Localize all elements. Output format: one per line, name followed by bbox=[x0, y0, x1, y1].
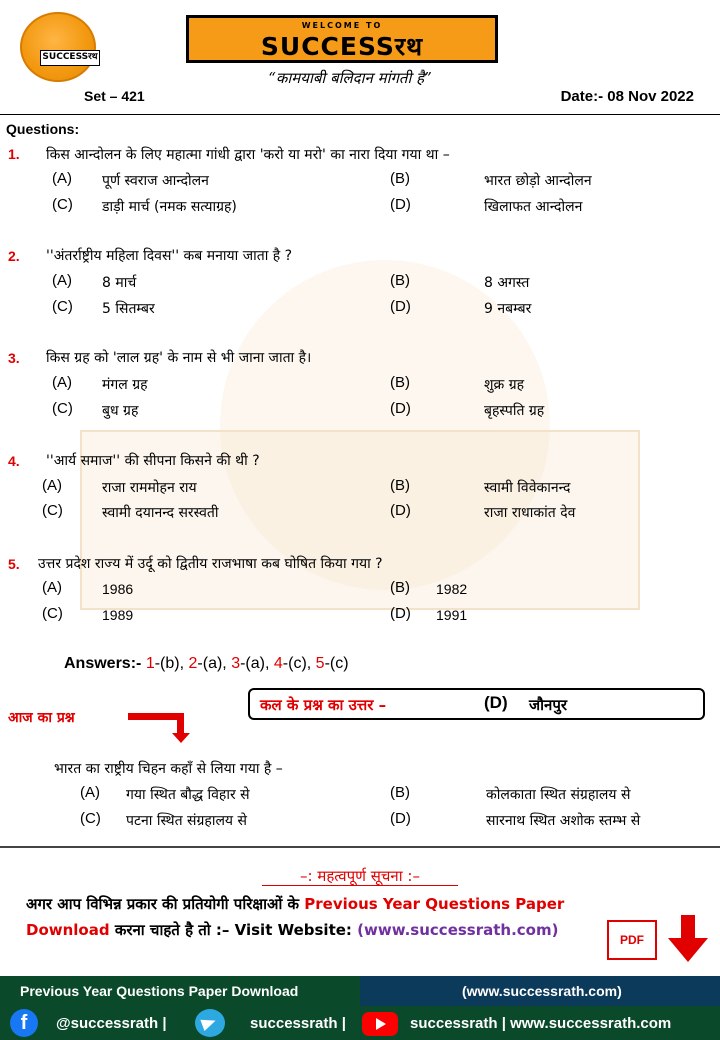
questions-heading: Questions: bbox=[6, 121, 80, 137]
option-text: राजा राधाकांत देव bbox=[484, 505, 576, 521]
question-text: किस ग्रह को 'लाल ग्रह' के नाम से भी जाना जाता है। bbox=[46, 350, 312, 366]
option-text: 8 मार्च bbox=[102, 275, 137, 291]
previous-answer-box bbox=[248, 688, 705, 720]
option-label: (A) bbox=[42, 579, 62, 596]
banner-welcome: WELCOME TO bbox=[301, 21, 383, 30]
option-label: (C) bbox=[52, 400, 73, 417]
answer-number: 5 bbox=[315, 655, 325, 672]
option-text: राजा राममोहन राय bbox=[102, 480, 197, 496]
option-text: पूर्ण स्वराज आन्दोलन bbox=[102, 173, 209, 189]
option-text: सारनाथ स्थित अशोक स्तम्भ से bbox=[486, 813, 641, 829]
footer-bar-top bbox=[0, 976, 720, 1006]
question-number: 4. bbox=[8, 453, 20, 469]
notice-highlight: Previous Year Questions Paper bbox=[304, 895, 565, 913]
option-label: (B) bbox=[390, 272, 410, 289]
arrow-right-down-icon bbox=[128, 713, 184, 720]
option-label: (B) bbox=[390, 170, 410, 187]
option-text: डाड़ी मार्च (नमक सत्याग्रह) bbox=[102, 199, 237, 215]
option-label: (C) bbox=[42, 502, 63, 519]
option-text: भारत छोड़ो आन्दोलन bbox=[484, 173, 592, 189]
download-arrow-icon bbox=[681, 915, 695, 939]
question-number: 2. bbox=[8, 248, 20, 264]
option-label: (A) bbox=[52, 170, 72, 187]
pdf-download-icon[interactable]: PDF bbox=[607, 920, 657, 960]
option-label: (C) bbox=[80, 810, 101, 827]
option-text: शुक्र ग्रह bbox=[484, 377, 525, 393]
option-text: स्वामी विवेकानन्द bbox=[484, 480, 571, 496]
notice-highlight: Download bbox=[26, 921, 110, 939]
answer-number: 3 bbox=[231, 655, 241, 672]
telegram-icon[interactable] bbox=[195, 1009, 225, 1037]
question-text: उत्तर प्रदेश राज्य में उर्दू को द्वितीय राजभाषा कब घोषित किया गया ? bbox=[38, 556, 383, 572]
notice-underline bbox=[262, 885, 458, 886]
notice-text: करना चाहते है तो :– Visit Website: bbox=[109, 921, 358, 939]
option-label: (D) bbox=[390, 502, 411, 519]
option-label: (B) bbox=[390, 784, 410, 801]
set-number: Set – 421 bbox=[84, 88, 145, 104]
arrow-down-stem bbox=[177, 713, 184, 735]
todays-question-label: आज का प्रश्न bbox=[8, 710, 75, 726]
option-text: 5 सितम्बर bbox=[102, 301, 155, 317]
download-arrow-head-icon bbox=[668, 938, 708, 962]
question-text: किस आन्दोलन के लिए महात्मा गांधी द्वारा 'करो या मरो' का नारा दिया गया था – bbox=[46, 147, 450, 163]
footer-download-text[interactable]: Previous Year Questions Paper Download bbox=[20, 983, 299, 999]
option-text: 1982 bbox=[436, 581, 468, 597]
footer-website[interactable]: (www.successrath.com) bbox=[462, 983, 622, 999]
option-label: (A) bbox=[42, 477, 62, 494]
option-label: (C) bbox=[52, 298, 73, 315]
option-text: 1986 bbox=[102, 581, 134, 597]
option-label: (D) bbox=[390, 400, 411, 417]
facebook-icon[interactable]: f bbox=[10, 1009, 38, 1037]
option-text: 9 नबम्बर bbox=[484, 301, 532, 317]
question-number: 1. bbox=[8, 146, 20, 162]
facebook-handle[interactable]: @successrath | bbox=[56, 1015, 167, 1032]
question-number: 5. bbox=[8, 556, 20, 572]
option-text: बृहस्पति ग्रह bbox=[484, 403, 545, 419]
option-text: 1991 bbox=[436, 607, 468, 623]
option-text: गया स्थित बौद्ध विहार से bbox=[126, 787, 250, 803]
option-label: (D) bbox=[390, 196, 411, 213]
question-text: भारत का राष्ट्रीय चिहन कहाँ से लिया गया है – bbox=[54, 761, 283, 777]
answers-label: Answers:- bbox=[64, 655, 142, 672]
youtube-icon[interactable] bbox=[362, 1012, 398, 1036]
question-text: ''आर्य समाज'' की सीपना किसने की थी ? bbox=[46, 453, 260, 469]
section-divider bbox=[0, 846, 720, 848]
option-label: (C) bbox=[42, 605, 63, 622]
option-label: (C) bbox=[52, 196, 73, 213]
brand-banner bbox=[186, 15, 498, 63]
option-label: (D) bbox=[390, 810, 411, 827]
notice-line-2 bbox=[26, 920, 558, 940]
answer-value: -(c) bbox=[324, 655, 349, 672]
option-label: (B) bbox=[390, 374, 410, 391]
answer-number: 4 bbox=[273, 655, 283, 672]
notice-text: अगर आप विभिन्न प्रकार की प्रतियोगी परिक्षाओं के bbox=[26, 895, 305, 913]
youtube-handle[interactable]: successrath | www.successrath.com bbox=[410, 1015, 672, 1032]
option-text: 8 अगस्त bbox=[484, 275, 530, 291]
header-divider bbox=[0, 114, 720, 115]
previous-answer-option: (D) bbox=[484, 693, 508, 712]
answer-number: 1 bbox=[145, 655, 155, 672]
option-text: खिलाफत आन्दोलन bbox=[484, 199, 583, 215]
answer-value: -(a), bbox=[240, 655, 270, 672]
brand-logo-text: SUCCESSरथ bbox=[40, 50, 100, 66]
option-text: 1989 bbox=[102, 607, 134, 623]
website-link[interactable]: (www.successrath.com) bbox=[357, 921, 559, 939]
previous-answer-text: जौनपुर bbox=[529, 696, 567, 714]
footer-bar-social bbox=[0, 1006, 720, 1040]
option-text: पटना स्थित संग्रहालय से bbox=[126, 813, 247, 829]
option-label: (B) bbox=[390, 579, 410, 596]
banner-title: SUCCESSरथ bbox=[260, 32, 424, 61]
option-label: (D) bbox=[390, 298, 411, 315]
date: Date:- 08 Nov 2022 bbox=[560, 88, 694, 105]
answer-value: -(c), bbox=[282, 655, 312, 672]
answer-value: -(a), bbox=[197, 655, 227, 672]
arrow-head-icon bbox=[172, 733, 190, 743]
previous-answer-label: कल के प्रश्न का उत्तर – bbox=[260, 696, 387, 714]
option-text: बुध ग्रह bbox=[102, 403, 139, 419]
option-label: (D) bbox=[390, 605, 411, 622]
question-text: ''अंतर्राष्ट्रीय महिला दिवस'' कब मनाया जाता है ? bbox=[46, 248, 293, 264]
option-label: (A) bbox=[52, 272, 72, 289]
answer-number: 2 bbox=[188, 655, 198, 672]
answer-value: -(b), bbox=[154, 655, 185, 672]
option-label: (A) bbox=[52, 374, 72, 391]
slogan: “कामयाबी बलिदान मांगती है” bbox=[268, 69, 432, 87]
option-text: मंगल ग्रह bbox=[102, 377, 148, 393]
option-text: स्वामी दयानन्द सरस्वती bbox=[102, 505, 219, 521]
option-label: (A) bbox=[80, 784, 100, 801]
brand-logo bbox=[20, 12, 96, 82]
option-text: कोलकाता स्थित संग्रहालय से bbox=[486, 787, 631, 803]
notice-line-1 bbox=[26, 894, 564, 914]
notice-title: –: महत्वपूर्ण सूचना :– bbox=[300, 867, 420, 885]
answers-line bbox=[64, 655, 349, 673]
telegram-handle[interactable]: successrath | bbox=[250, 1015, 346, 1032]
option-label: (B) bbox=[390, 477, 410, 494]
question-number: 3. bbox=[8, 350, 20, 366]
